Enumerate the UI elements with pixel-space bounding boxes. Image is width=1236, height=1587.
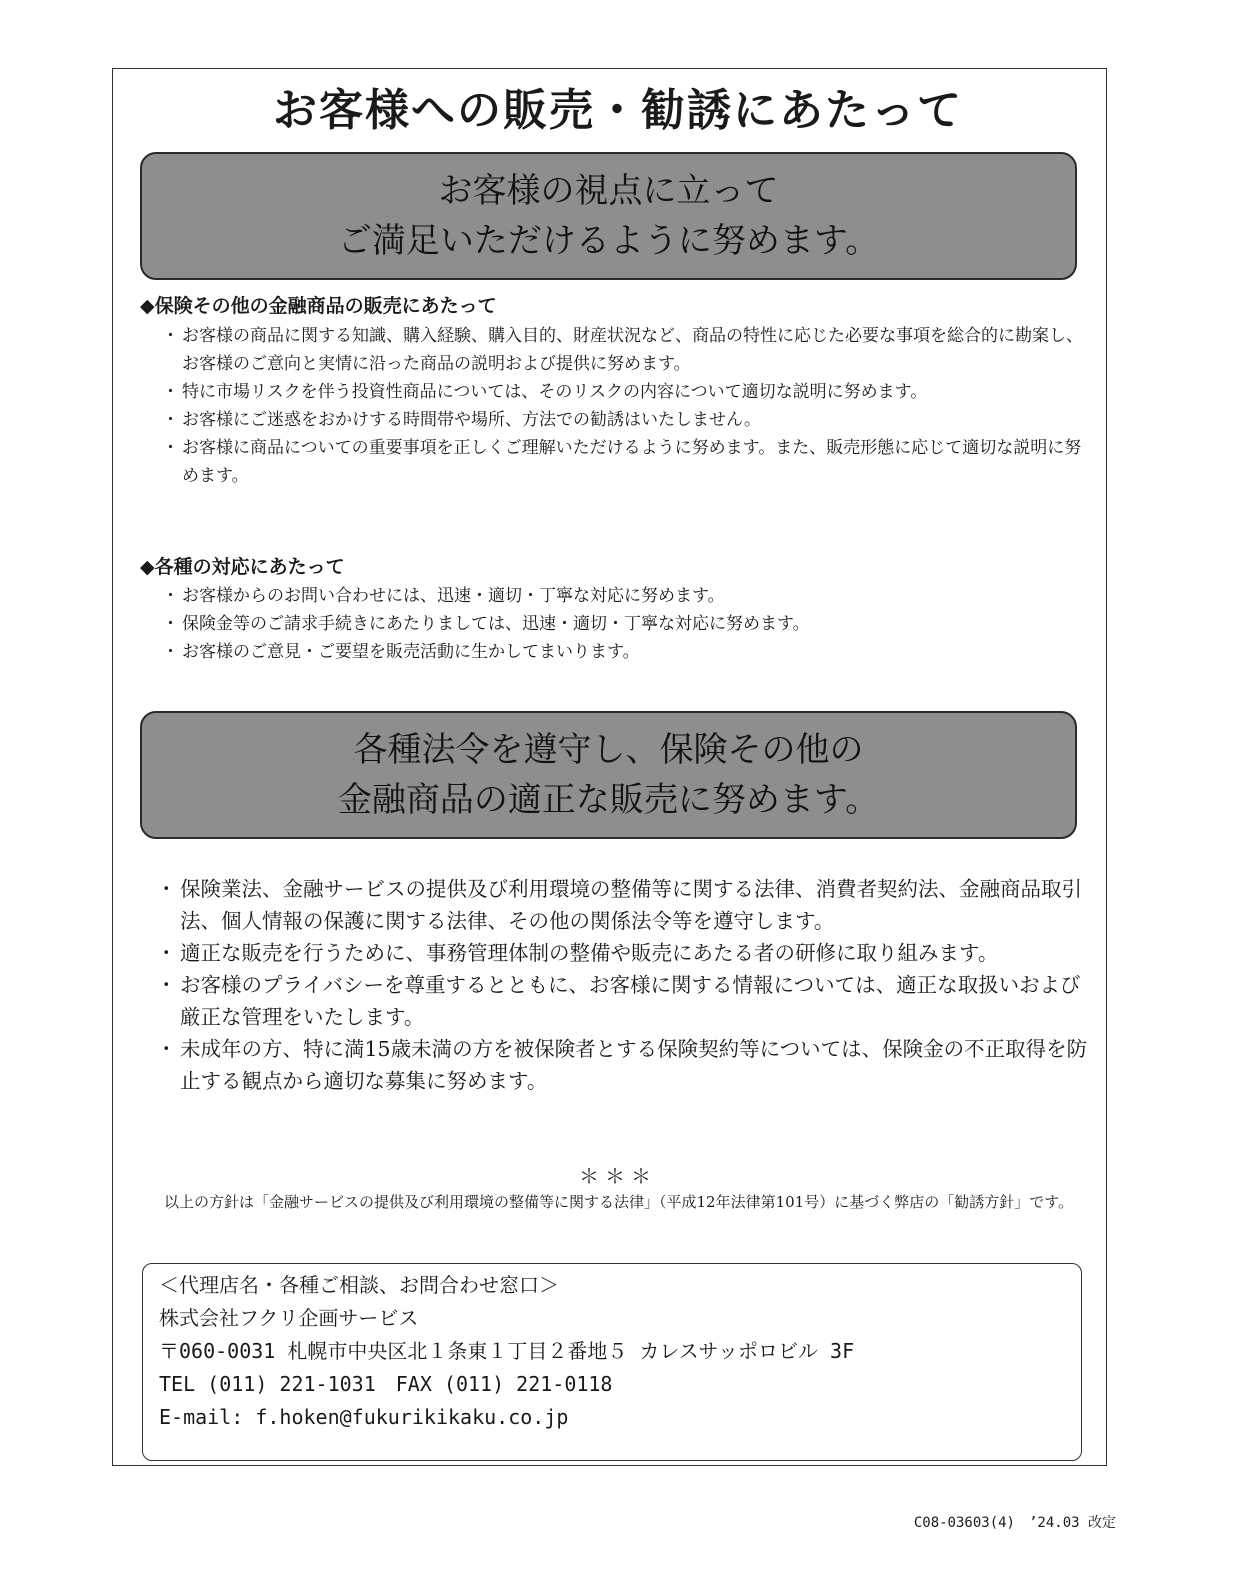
list-item: ・ お客様からのお問い合わせには、迅速・適切・丁寧な対応に努めます。 — [166, 582, 1086, 610]
list-item: ・ 特に市場リスクを伴う投資性商品については、そのリスクの内容について適切な説明に努めます。 — [166, 378, 1086, 406]
phone-fax: TEL (011) 221-1031 FAX (011) 221-0118 — [159, 1372, 613, 1396]
contact-heading: ＜代理店名・各種ご相談、お問合わせ窓口＞ — [159, 1273, 559, 1297]
list-item: ・ 未成年の方、特に満15歳未満の方を被保険者とする保険契約等については、保険金の不正取得を防止する観点から適切な募集に努めます。 — [160, 1033, 1088, 1097]
list-item: ・ お客様の商品に関する知識、購入経験、購入目的、財産状況など、商品の特性に応じた必要な事項を総合的に勘案し、お客様のご意向と実情に沿った商品の説明および提供に努めます。 — [166, 322, 1086, 378]
list-item: ・ お客様のプライバシーを尊重するとともに、お客様に関する情報については、適正な取扱いおよび厳正な管理をいたします。 — [160, 969, 1088, 1033]
page-title: お客様への販売・勧誘にあたって — [273, 85, 963, 136]
list-item: ・ 保険金等のご請求手続きにあたりましては、迅速・適切・丁寧な対応に努めます。 — [166, 610, 1086, 638]
banner-line: ご満足いただけるように努めます。 — [337, 221, 880, 261]
list-item: ・ お客様のご意見・ご要望を販売活動に生かしてまいります。 — [166, 638, 1086, 666]
email-address: E-mail: f.hoken@fukurikikaku.co.jp — [159, 1405, 569, 1429]
banner-customer-viewpoint — [140, 152, 1077, 280]
address: 〒060-0031 札幌市中央区北１条東１丁目２番地５ カレスサッポロビル 3F — [159, 1339, 855, 1363]
sales-policy-list — [166, 322, 1086, 490]
list-item: ・ お客様に商品についての重要事項を正しくご理解いただけるように努めます。また、販売形態に応じて適切な説明に努めます。 — [166, 434, 1086, 490]
compliance-policy-list — [160, 873, 1088, 1097]
contact-box — [142, 1263, 1082, 1461]
section-heading-sales: ◆保険その他の金融商品の販売にあたって — [140, 295, 497, 317]
company-name: 株式会社フクリ企画サービス — [159, 1306, 419, 1330]
separator-stars: ＊＊＊ — [579, 1164, 657, 1188]
banner-line: お客様の視点に立って — [438, 171, 779, 211]
banner-legal-compliance — [140, 711, 1077, 839]
section-heading-responses: ◆各種の対応にあたって — [140, 556, 345, 578]
basis-note: 以上の方針は「金融サービスの提供及び利用環境の整備等に関する法律」（平成12年法律第101号）に基づく弊店の「勧誘方針」です。 — [164, 1193, 1074, 1211]
list-item: ・ お客様にご迷惑をおかけする時間帯や場所、方法での勧誘はいたしません。 — [166, 406, 1086, 434]
list-item: ・ 適正な販売を行うために、事務管理体制の整備や販売にあたる者の研修に取り組みます。 — [160, 937, 1088, 969]
response-policy-list — [166, 582, 1086, 666]
list-item: ・ 保険業法、金融サービスの提供及び利用環境の整備等に関する法律、消費者契約法、金融商品取引法、個人情報の保護に関する法律、その他の関係法令等を遵守します。 — [160, 873, 1088, 937]
document-code: C08-03603(4) ’24.03 改定 — [913, 1515, 1116, 1531]
banner-line: 各種法令を遵守し、保険その他の — [353, 730, 864, 770]
banner-line: 金融商品の適正な販売に努めます。 — [337, 780, 880, 820]
